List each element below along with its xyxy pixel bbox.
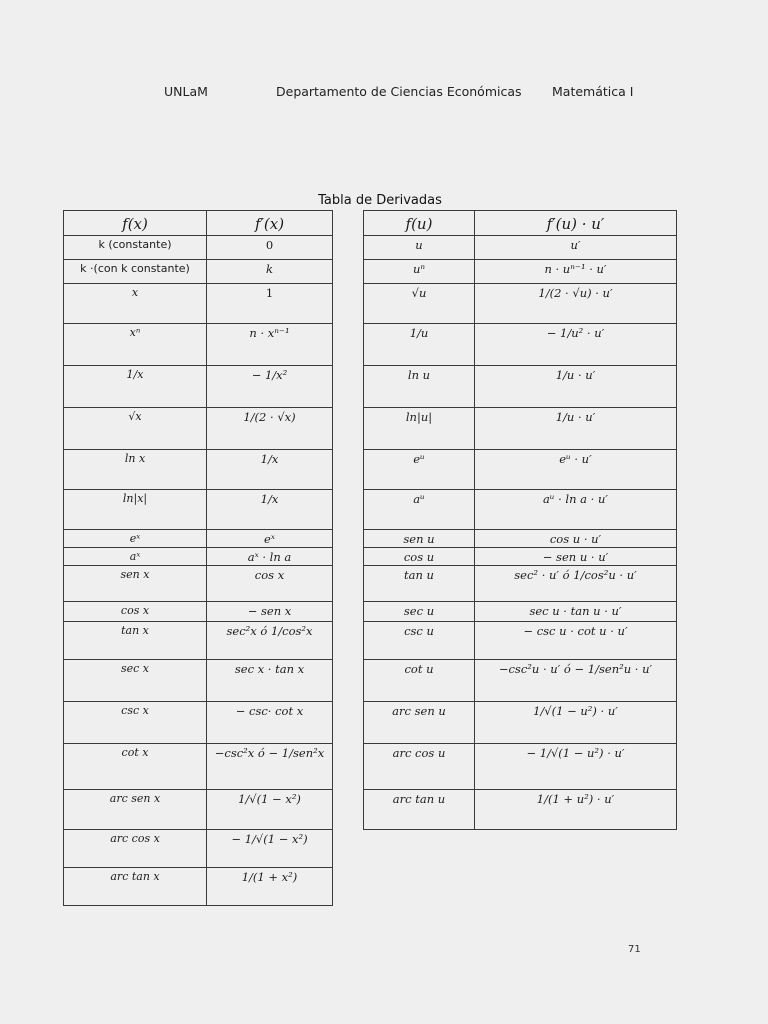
table-row: tan u (364, 566, 475, 602)
table-row: tan x (64, 622, 207, 660)
left-derivatives-table: f(x) f′(x) k (constante) 0 k ·(con k constante) k x 1 xⁿ n · xⁿ⁻¹ 1/x − 1/x² √x 1/(2 · √x) ln x 1/x ln|x| 1/x eˣ eˣ aˣ aˣ · ln a sen x cos x cos x − sen x tan x sec²x ó 1/cos²x sec x sec x · tan x csc x − csc· cot x cot x −csc²x ó − 1/sen²x arc sen x 1/√(1 − x²) arc cos x − 1/√(1 − x²) arc tan x 1/(1 + x²) (63, 210, 333, 906)
header-right: Matemática I (552, 84, 634, 99)
table-row: sec u (364, 602, 475, 622)
table-row: cot x (64, 744, 207, 790)
table-row: xⁿ (64, 324, 207, 366)
table-row: eˣ (64, 530, 207, 548)
table-title: Tabla de Derivadas (318, 193, 442, 208)
table-row: eᵘ (364, 450, 475, 490)
table-row: aˣ (64, 548, 207, 566)
table-row: arc cos x (64, 830, 207, 868)
table-row: arc sen u (364, 702, 475, 744)
right-derivatives-table: f(u) f′(u) · u′ u u′ uⁿ n · uⁿ⁻¹ · u′ √u 1/(2 · √u) · u′ 1/u − 1/u² · u′ ln u 1/u · u′ ln|u| 1/u · u′ eᵘ eᵘ · u′ aᵘ aᵘ · ln a · u′ sen u cos u · u′ cos u − sen u · u′ tan u sec² · u′ ó 1/cos²u · u′ sec u sec u · tan u · u′ csc u − csc u · cot u · u′ cot u −csc²u · u′ ó − 1/sen²u · u′ arc sen u 1/√(1 − u²) · u′ arc cos u − 1/√(1 − u²) · u′ arc tan u 1/(1 + u²) · u′ (363, 210, 677, 830)
table-row: arc sen x (64, 790, 207, 830)
right-header-fu: f(u) (364, 211, 475, 236)
table-row: sen u (364, 530, 475, 548)
table-row: cos u (364, 548, 475, 566)
table-row: sec x (64, 660, 207, 702)
table-row: ln u (364, 366, 475, 408)
table-row: uⁿ (364, 260, 475, 284)
table-row: k ·(con k constante) (64, 260, 207, 284)
table-row: csc u (364, 622, 475, 660)
page-number: 71 (628, 944, 641, 955)
table-row: aᵘ (364, 490, 475, 530)
table-row: csc x (64, 702, 207, 744)
table-row: √u (364, 284, 475, 324)
table-row: ln|x| (64, 490, 207, 530)
left-header-fprime: f′(x) (207, 211, 333, 236)
header-center: Departamento de Ciencias Económicas (276, 84, 522, 99)
table-row: arc tan u (364, 790, 475, 830)
table-row: √x (64, 408, 207, 450)
table-row: cot u (364, 660, 475, 702)
table-row: ln x (64, 450, 207, 490)
table-row: u (364, 236, 475, 260)
left-header-fx: f(x) (64, 211, 207, 236)
table-row: ln|u| (364, 408, 475, 450)
table-row: 1/u (364, 324, 475, 366)
table-row: k (constante) (64, 236, 207, 260)
right-header-fprime-u: f′(u) · u′ (475, 211, 677, 236)
table-row: 1/x (64, 366, 207, 408)
table-row: cos x (64, 602, 207, 622)
table-row: sen x (64, 566, 207, 602)
table-row: arc cos u (364, 744, 475, 790)
table-row: x (64, 284, 207, 324)
header-left: UNLaM (164, 84, 208, 99)
table-row: arc tan x (64, 868, 207, 906)
